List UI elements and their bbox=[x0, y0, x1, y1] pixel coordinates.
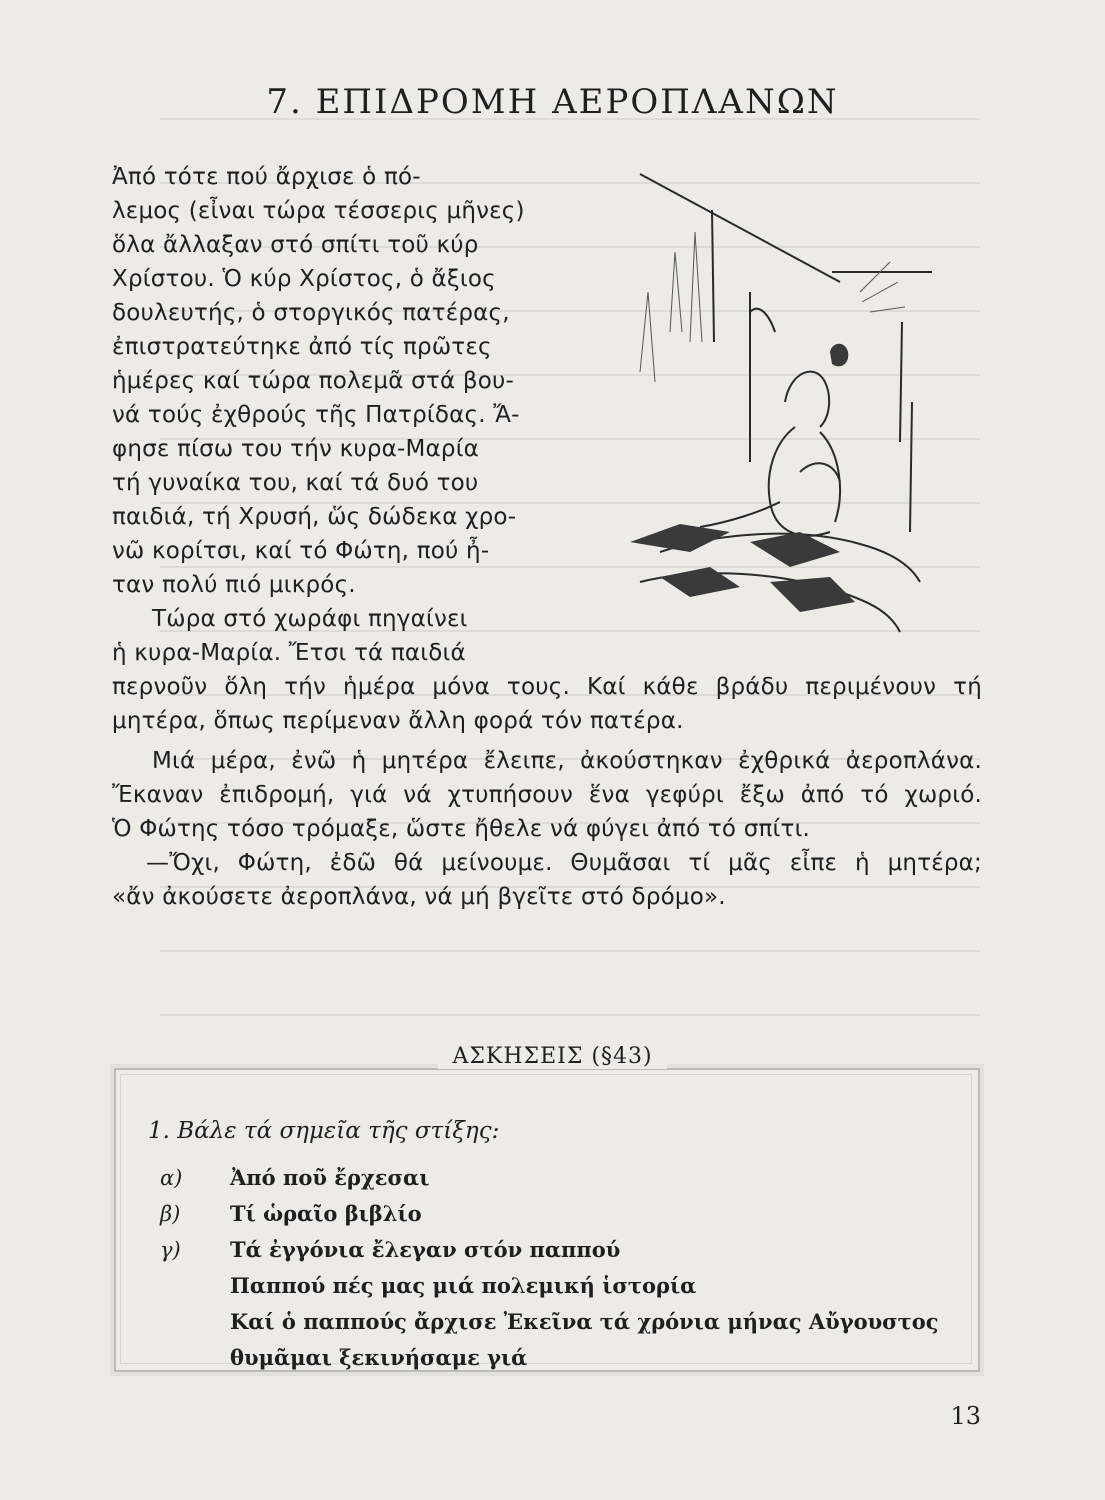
mother-and-child-illustration bbox=[600, 172, 938, 642]
page-title: 7. ΕΠΙΔΡΟΜΗ ΑΕΡΟΠΛΑΝΩΝ bbox=[266, 82, 839, 122]
item-text: Τά ἐγγόνια ἔλεγαν στόν παππού bbox=[230, 1237, 621, 1262]
story-line: ὅλα ἄλλαξαν στό σπίτι τοῦ κύρ bbox=[112, 232, 479, 258]
story-line: νῶ κορίτσι, καί τό Φώτη, πού ἦ- bbox=[112, 538, 490, 564]
story-line: «ἄν ἀκούσετε ἀεροπλάνα, νά μή βγεῖτε στό δρόμο». bbox=[112, 884, 726, 910]
story-line: τή γυναίκα του, καί τά δυό του bbox=[112, 470, 479, 496]
story-line: Χρίστου. Ὁ κύρ Χρίστος, ὁ ἄξιος bbox=[112, 266, 496, 292]
story-line: παιδιά, τή Χρυσή, ὥς δώδεκα χρο- bbox=[112, 504, 517, 530]
item-text: Τί ὡραῖο βιβλίο bbox=[230, 1201, 422, 1226]
story-line: ἡ κυρα-Μαρία. Ἔτσι τά παιδιά bbox=[112, 640, 466, 666]
story-line: φησε πίσω του τήν κυρα-Μαρία bbox=[112, 436, 480, 462]
item-text: Ἀπό ποῦ ἔρχεσαι bbox=[230, 1165, 430, 1190]
story-line: Μιά μέρα, ἐνῶ ἡ μητέρα ἔλειπε, ἀκούστηκαν ἐχθρικά ἀεροπλάνα. bbox=[152, 748, 982, 774]
exercises-heading-text: ΑΣΚΗΣΕΙΣ (§43) bbox=[438, 1044, 666, 1069]
exercise-question: 1. Βάλε τά σημεῖα τῆς στίξης: bbox=[148, 1118, 500, 1144]
story-line: —Ὄχι, Φώτη, ἐδῶ θά μείνουμε. Θυμᾶσαι τί μᾶς εἶπε ἡ μητέρα; bbox=[146, 850, 982, 876]
exercise-item bbox=[160, 1232, 620, 1268]
exercise-continuation-line: θυμᾶμαι ξεκινήσαμε γιά bbox=[230, 1345, 528, 1370]
item-label: α) bbox=[160, 1166, 183, 1190]
story-line: περνοῦν ὅλη τήν ἡμέρα μόνα τους. Καί κάθε βράδυ περιμένουν τή bbox=[112, 674, 982, 700]
item-label: β) bbox=[160, 1202, 181, 1226]
story-line: Ἀπό τότε πού ἄρχισε ὁ πό- bbox=[112, 164, 421, 190]
exercise-item bbox=[160, 1196, 422, 1232]
story-line: ταν πολύ πιό μικρός. bbox=[112, 572, 356, 598]
story-line: Τώρα στό χωράφι πηγαίνει bbox=[152, 606, 468, 632]
exercise-continuation-line: Καί ὁ παππούς ἄρχισε Ἐκεῖνα τά χρόνια μήνας Αὔγουστος bbox=[230, 1309, 939, 1334]
story-line: μητέρα, ὅπως περίμεναν ἄλλη φορά τόν πατέρα. bbox=[112, 708, 684, 734]
story-line: νά τούς ἐχθρούς τῆς Πατρίδας. Ἄ- bbox=[112, 402, 520, 428]
story-line: ἐπιστρατεύτηκε ἀπό τίς πρῶτες bbox=[112, 334, 492, 360]
exercise-continuation-line: Παππού πές μας μιά πολεμική ἱστορία bbox=[230, 1273, 697, 1298]
story-line: λεμος (εἶναι τώρα τέσσερις μῆνες) bbox=[112, 198, 525, 224]
item-label: γ) bbox=[160, 1238, 181, 1262]
story-line: ἡμέρες καί τώρα πολεμᾶ στά βου- bbox=[112, 368, 514, 394]
exercise-item bbox=[160, 1160, 429, 1196]
story-line: Ἔκαναν ἐπιδρομή, γιά νά χτυπήσουν ἕνα γεφύρι ἔξω ἀπό τό χωριό. bbox=[112, 782, 982, 808]
exercises-heading bbox=[0, 1044, 1105, 1069]
story-line: δουλευτής, ὁ στοργικός πατέρας, bbox=[112, 300, 510, 326]
story-line: Ὁ Φώτης τόσο τρόμαξε, ὥστε ἤθελε νά φύγει ἀπό τό σπίτι. bbox=[112, 816, 811, 842]
page-number: 13 bbox=[950, 1402, 981, 1430]
